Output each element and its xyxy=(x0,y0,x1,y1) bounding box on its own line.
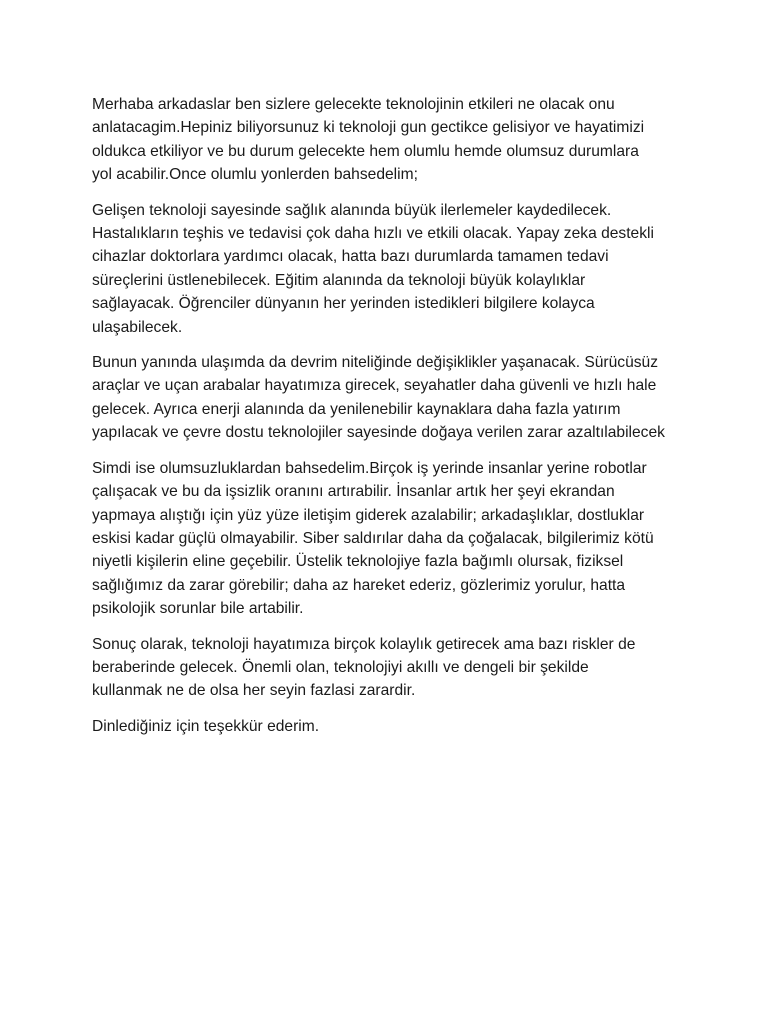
text-line: eskisi kadar güçlü olmayabilir. Siber saldırılar daha da çoğalacak, bilgilerimiz kötü xyxy=(92,529,654,547)
paragraph-conclusion xyxy=(92,633,682,703)
text-line: süreçlerini üstlenebilecek. Eğitim alanında da teknoloji büyük kolaylıklar xyxy=(92,271,586,289)
text-line: cihazlar doktorlara yardımcı olacak, hatta bazı durumlarda tamamen tedavi xyxy=(92,248,609,266)
text-line: niyetli kişilerin eline geçebilir. Üstelik teknolojiye fazla bağımlı olursak, fiziksel xyxy=(92,553,624,571)
paragraph-closing xyxy=(92,715,682,738)
text-line: beraberinde gelecek. Önemli olan, teknolojiyi akıllı ve dengeli bir şekilde xyxy=(92,658,589,676)
text-line: sağlığımız da zarar görebilir; daha az hareket ederiz, gözlerimiz yorulur, hatta xyxy=(92,576,626,594)
text-line: gelecek. Ayrıca enerji alanında da yenilenebilir kaynaklara daha fazla yatırım xyxy=(92,400,621,418)
text-line: yol acabilir.Once olumlu yonlerden bahsedelim; xyxy=(92,166,418,184)
text-line: ulaşabilecek. xyxy=(92,318,183,336)
text-line: Hastalıkların teşhis ve tedavisi çok daha hızlı ve etkili olacak. Yapay zeka destekli xyxy=(92,225,654,243)
paragraph-negatives xyxy=(92,457,682,621)
text-line: Dinlediğiniz için teşekkür ederim. xyxy=(92,717,320,735)
text-line: çalışacak ve bu da işsizlik oranını artırabilir. İnsanlar artık her şeyi ekrandan xyxy=(92,483,615,501)
paragraph-intro xyxy=(92,93,682,187)
text-line: araçlar ve uçan arabalar hayatımıza girecek, seyahatler daha güvenli ve hızlı hale xyxy=(92,377,657,395)
paragraph-transport-energy xyxy=(92,351,682,445)
text-line: yapılacak ve çevre dostu teknolojiler sayesinde doğaya verilen zarar azaltılabilecek xyxy=(92,424,665,442)
text-line: Merhaba arkadaslar ben sizlere gelecekte teknolojinin etkileri ne olacak onu xyxy=(92,96,615,113)
text-line: psikolojik sorunlar bile artabilir. xyxy=(92,600,304,618)
document-body xyxy=(92,93,682,750)
text-line: anlatacagim.Hepiniz biliyorsunuz ki teknoloji gun gectikce gelisiyor ve hayatimizi xyxy=(92,119,645,137)
text-line: sağlayacak. Öğrenciler dünyanın her yerinden istedikleri bilgilere kolayca xyxy=(92,295,595,313)
text-line: yapmaya alıştığı için yüz yüze iletişim giderek azalabilir; arkadaşlıklar, dostluklar xyxy=(92,506,645,524)
text-line: Gelişen teknoloji sayesinde sağlık alanında büyük ilerlemeler kaydedilecek. xyxy=(92,201,612,219)
text-line: oldukca etkiliyor ve bu durum gelecekte hem olumlu hemde olumsuz durumlara xyxy=(92,142,639,160)
text-line: Bunun yanında ulaşımda da devrim niteliğinde değişiklikler yaşanacak. Sürücüsüz xyxy=(92,354,659,372)
text-line: Sonuç olarak, teknoloji hayatımıza birçok kolaylık getirecek ama bazı riskler de xyxy=(92,635,636,653)
text-line: Simdi ise olumsuzluklardan bahsedelim.Birçok iş yerinde insanlar yerine robotlar xyxy=(92,459,647,477)
paragraph-health-education xyxy=(92,199,682,339)
text-line: kullanmak ne de olsa her seyin fazlasi zarardir. xyxy=(92,682,416,700)
